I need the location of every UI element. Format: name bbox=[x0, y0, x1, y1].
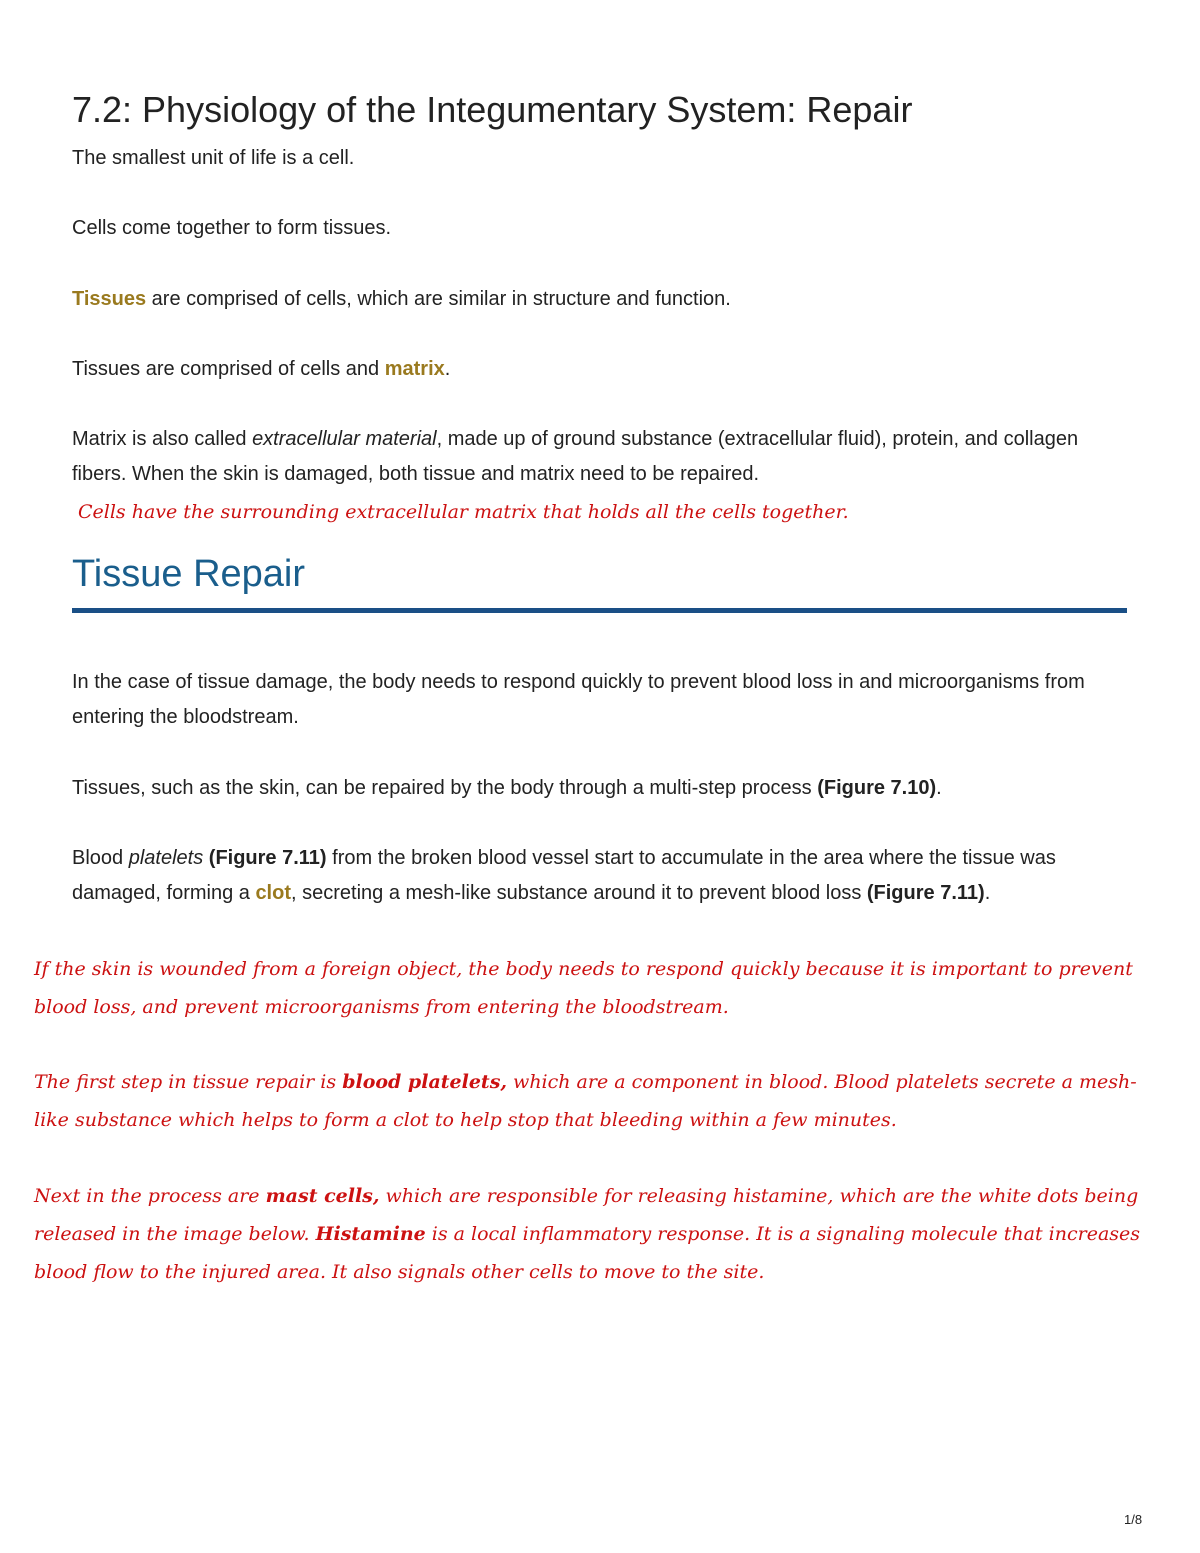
blood-platelets-term: blood platelets, bbox=[342, 1071, 508, 1093]
repair-paragraph-3 bbox=[72, 841, 1132, 911]
intro-paragraph-4-pre: Tissues are comprised of cells and bbox=[72, 358, 385, 380]
section-heading: Tissue Repair bbox=[72, 553, 306, 595]
section-divider bbox=[72, 608, 1127, 613]
repair-paragraph-2 bbox=[72, 771, 1132, 806]
note-platelets-pre: The first step in tissue repair is bbox=[34, 1071, 343, 1093]
repair-paragraph-3-post: . bbox=[984, 882, 991, 904]
intro-paragraph-3-text: are comprised of cells, which are similar in structure and function. bbox=[146, 288, 731, 310]
repair-paragraph-2-pre: Tissues, such as the skin, can be repaired by the body through a multi-step process bbox=[72, 777, 818, 799]
handwritten-note-mast-cells bbox=[34, 1177, 1164, 1291]
extracellular-material-term: extracellular material bbox=[252, 428, 437, 450]
intro-paragraph-5 bbox=[72, 422, 1132, 492]
note-platelets-post: which are a component in blood. Blood platelets secrete a mesh-like substance which helps to form a clot to help stop that bleeding within a few minutes. bbox=[34, 1071, 1137, 1131]
intro-paragraph-1: The smallest unit of life is a cell. bbox=[72, 147, 355, 169]
intro-paragraph-5-pre: Matrix is also called bbox=[72, 428, 253, 450]
clot-term: clot bbox=[255, 882, 291, 904]
figure-ref-7-10: (Figure 7.10) bbox=[817, 777, 937, 799]
handwritten-note-wound: If the skin is wounded from a foreign object, the body needs to respond quickly because it is important to prevent blood loss, and prevent microorganisms from entering the bloodstream. bbox=[34, 958, 1133, 1018]
handwritten-note-platelets bbox=[34, 1063, 1164, 1139]
intro-paragraph-2: Cells come together to form tissues. bbox=[72, 217, 392, 239]
intro-paragraph-4-post: . bbox=[444, 358, 451, 380]
histamine-term: Histamine bbox=[315, 1223, 426, 1245]
matrix-term: matrix bbox=[384, 358, 445, 380]
repair-paragraph-3-mid2: , secreting a mesh-like substance around it to prevent blood loss bbox=[291, 882, 867, 904]
mast-cells-term: mast cells, bbox=[265, 1185, 380, 1207]
page-title: 7.2: Physiology of the Integumentary System: Repair bbox=[72, 89, 913, 130]
figure-ref-7-11-b: (Figure 7.11) bbox=[866, 882, 985, 904]
note-mast-mid: which are responsible for releasing histamine, which are the white dots being released in the image below. bbox=[34, 1185, 1139, 1245]
note-mast-post: is a local inflammatory response. It is a signaling molecule that increases blood flow to the injured area. It also signals other cells to move to the site. bbox=[34, 1223, 1141, 1283]
repair-paragraph-2-post: . bbox=[936, 777, 942, 799]
tissues-term: Tissues bbox=[72, 288, 147, 310]
intro-paragraph-3 bbox=[72, 282, 1132, 317]
figure-ref-7-11-a: (Figure 7.11) bbox=[208, 847, 327, 869]
page-number: 1/8 bbox=[1124, 1512, 1143, 1527]
intro-paragraph-5-post: , made up of ground substance (extracellular fluid), protein, and collagen fibers. When the skin is damaged, both tissue and matrix need to be repaired. bbox=[72, 428, 1079, 485]
intro-paragraph-4 bbox=[72, 352, 1132, 387]
repair-paragraph-1: In the case of tissue damage, the body needs to respond quickly to prevent blood loss in and microorganisms from entering the bloodstream. bbox=[72, 671, 1085, 728]
note-mast-pre: Next in the process are bbox=[34, 1185, 266, 1207]
platelets-term: platelets bbox=[128, 847, 204, 869]
repair-paragraph-3-mid: from the broken blood vessel start to accumulate in the area where the tissue was damaged, forming a bbox=[72, 847, 1056, 904]
repair-paragraph-3-pre: Blood bbox=[72, 847, 129, 869]
handwritten-note-matrix: Cells have the surrounding extracellular matrix that holds all the cells together. bbox=[78, 501, 849, 523]
